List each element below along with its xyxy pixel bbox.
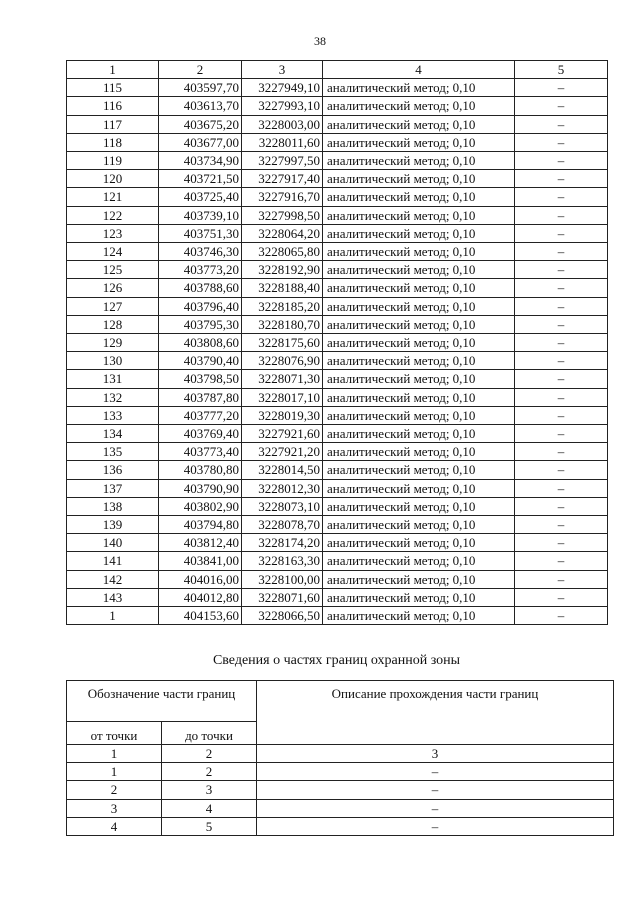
from-point: 1 [67, 763, 162, 781]
x-coordinate: 403777,20 [159, 406, 242, 424]
method-accuracy: аналитический метод; 0,10 [323, 588, 515, 606]
to-point: 4 [162, 799, 257, 817]
point-number: 140 [67, 534, 159, 552]
y-coordinate: 3227917,40 [242, 170, 323, 188]
y-coordinate: 3228017,10 [242, 388, 323, 406]
point-number: 132 [67, 388, 159, 406]
point-number: 127 [67, 297, 159, 315]
x-coordinate: 403597,70 [159, 79, 242, 97]
y-coordinate: 3228064,20 [242, 224, 323, 242]
x-coordinate: 403790,40 [159, 352, 242, 370]
note: – [515, 188, 608, 206]
y-coordinate: 3228003,00 [242, 115, 323, 133]
method-accuracy: аналитический метод; 0,10 [323, 352, 515, 370]
y-coordinate: 3228175,60 [242, 334, 323, 352]
boundary-description: – [257, 799, 614, 817]
point-number: 118 [67, 133, 159, 151]
y-coordinate: 3228076,90 [242, 352, 323, 370]
method-accuracy: аналитический метод; 0,10 [323, 388, 515, 406]
table-row [67, 261, 608, 279]
y-coordinate: 3228185,20 [242, 297, 323, 315]
y-coordinate: 3228012,30 [242, 479, 323, 497]
note: – [515, 79, 608, 97]
method-accuracy: аналитический метод; 0,10 [323, 188, 515, 206]
note: – [515, 297, 608, 315]
note: – [515, 370, 608, 388]
y-coordinate: 3227949,10 [242, 79, 323, 97]
note: – [515, 534, 608, 552]
point-number: 121 [67, 188, 159, 206]
y-coordinate: 3228192,90 [242, 261, 323, 279]
x-coordinate: 403721,50 [159, 170, 242, 188]
table-row [67, 443, 608, 461]
method-accuracy: аналитический метод; 0,10 [323, 607, 515, 625]
x-coordinate: 403746,30 [159, 243, 242, 261]
table-row [67, 224, 608, 242]
note: – [515, 243, 608, 261]
method-accuracy: аналитический метод; 0,10 [323, 115, 515, 133]
header-col-5: 5 [515, 61, 608, 79]
boundary-parts-table [66, 680, 614, 836]
x-coordinate: 403613,70 [159, 97, 242, 115]
table-row [67, 406, 608, 424]
table-row [67, 516, 608, 534]
note: – [515, 279, 608, 297]
method-accuracy: аналитический метод; 0,10 [323, 170, 515, 188]
x-coordinate: 403739,10 [159, 206, 242, 224]
to-point: 5 [162, 817, 257, 835]
table-row [67, 763, 614, 781]
note: – [515, 261, 608, 279]
point-number: 139 [67, 516, 159, 534]
note: – [515, 97, 608, 115]
table-row [67, 352, 608, 370]
method-accuracy: аналитический метод; 0,10 [323, 152, 515, 170]
x-coordinate: 403798,50 [159, 370, 242, 388]
table-row [67, 370, 608, 388]
table-row [67, 297, 608, 315]
header-col-1: 1 [67, 61, 159, 79]
x-coordinate: 403790,90 [159, 479, 242, 497]
method-accuracy: аналитический метод; 0,10 [323, 334, 515, 352]
note: – [515, 206, 608, 224]
point-number: 125 [67, 261, 159, 279]
header-boundary-description: Описание прохождения части границ [257, 681, 614, 745]
header-to-point: до точки [162, 722, 257, 745]
point-number: 133 [67, 406, 159, 424]
x-coordinate: 403773,40 [159, 443, 242, 461]
header-col-3: 3 [242, 61, 323, 79]
point-number: 124 [67, 243, 159, 261]
x-coordinate: 403787,80 [159, 388, 242, 406]
table-row [67, 279, 608, 297]
coordinates-table [66, 60, 608, 625]
point-number: 126 [67, 279, 159, 297]
method-accuracy: аналитический метод; 0,10 [323, 570, 515, 588]
note: – [515, 607, 608, 625]
method-accuracy: аналитический метод; 0,10 [323, 534, 515, 552]
table-row [67, 170, 608, 188]
point-number: 137 [67, 479, 159, 497]
x-coordinate: 403780,80 [159, 461, 242, 479]
note: – [515, 479, 608, 497]
method-accuracy: аналитический метод; 0,10 [323, 97, 515, 115]
note: – [515, 115, 608, 133]
point-number: 1 [67, 607, 159, 625]
point-number: 130 [67, 352, 159, 370]
table-row [67, 425, 608, 443]
x-coordinate: 403796,40 [159, 297, 242, 315]
y-coordinate: 3228078,70 [242, 516, 323, 534]
note: – [515, 516, 608, 534]
y-coordinate: 3228019,30 [242, 406, 323, 424]
method-accuracy: аналитический метод; 0,10 [323, 206, 515, 224]
y-coordinate: 3228073,10 [242, 497, 323, 515]
column-number: 1 [67, 745, 162, 763]
method-accuracy: аналитический метод; 0,10 [323, 133, 515, 151]
table-row [67, 79, 608, 97]
method-accuracy: аналитический метод; 0,10 [323, 516, 515, 534]
x-coordinate: 403675,20 [159, 115, 242, 133]
note: – [515, 425, 608, 443]
point-number: 120 [67, 170, 159, 188]
point-number: 135 [67, 443, 159, 461]
method-accuracy: аналитический метод; 0,10 [323, 224, 515, 242]
parts-number-row [67, 745, 614, 763]
to-point: 3 [162, 781, 257, 799]
x-coordinate: 403725,40 [159, 188, 242, 206]
note: – [515, 570, 608, 588]
x-coordinate: 403841,00 [159, 552, 242, 570]
x-coordinate: 403812,40 [159, 534, 242, 552]
y-coordinate: 3228174,20 [242, 534, 323, 552]
header-col-4: 4 [323, 61, 515, 79]
table-row [67, 115, 608, 133]
point-number: 138 [67, 497, 159, 515]
method-accuracy: аналитический метод; 0,10 [323, 406, 515, 424]
table-row [67, 133, 608, 151]
method-accuracy: аналитический метод; 0,10 [323, 261, 515, 279]
table-row [67, 479, 608, 497]
x-coordinate: 403794,80 [159, 516, 242, 534]
from-point: 4 [67, 817, 162, 835]
page-number: 38 [314, 34, 326, 48]
table-row [67, 152, 608, 170]
table-row [67, 388, 608, 406]
note: – [515, 133, 608, 151]
method-accuracy: аналитический метод; 0,10 [323, 497, 515, 515]
x-coordinate: 404012,80 [159, 588, 242, 606]
from-point: 3 [67, 799, 162, 817]
point-number: 119 [67, 152, 159, 170]
note: – [515, 352, 608, 370]
column-number: 3 [257, 745, 614, 763]
table-row [67, 334, 608, 352]
x-coordinate: 404153,60 [159, 607, 242, 625]
table-row [67, 497, 608, 515]
boundary-description: – [257, 781, 614, 799]
method-accuracy: аналитический метод; 0,10 [323, 243, 515, 261]
x-coordinate: 403795,30 [159, 315, 242, 333]
note: – [515, 552, 608, 570]
method-accuracy: аналитический метод; 0,10 [323, 552, 515, 570]
method-accuracy: аналитический метод; 0,10 [323, 425, 515, 443]
method-accuracy: аналитический метод; 0,10 [323, 297, 515, 315]
from-point: 2 [67, 781, 162, 799]
point-number: 115 [67, 79, 159, 97]
note: – [515, 388, 608, 406]
parts-header-row [67, 681, 614, 722]
point-number: 142 [67, 570, 159, 588]
table-row [67, 188, 608, 206]
point-number: 141 [67, 552, 159, 570]
method-accuracy: аналитический метод; 0,10 [323, 279, 515, 297]
table-row [67, 461, 608, 479]
table-row [67, 552, 608, 570]
header-col-2: 2 [159, 61, 242, 79]
column-number: 2 [162, 745, 257, 763]
y-coordinate: 3227916,70 [242, 188, 323, 206]
y-coordinate: 3228071,30 [242, 370, 323, 388]
y-coordinate: 3227993,10 [242, 97, 323, 115]
table-row [67, 243, 608, 261]
note: – [515, 406, 608, 424]
x-coordinate: 403802,90 [159, 497, 242, 515]
point-number: 134 [67, 425, 159, 443]
header-boundary-designation: Обозначение части границ [67, 681, 257, 722]
note: – [515, 588, 608, 606]
y-coordinate: 3227921,60 [242, 425, 323, 443]
y-coordinate: 3228066,50 [242, 607, 323, 625]
to-point: 2 [162, 763, 257, 781]
coords-header-row [67, 61, 608, 79]
y-coordinate: 3228163,30 [242, 552, 323, 570]
x-coordinate: 403808,60 [159, 334, 242, 352]
method-accuracy: аналитический метод; 0,10 [323, 79, 515, 97]
point-number: 117 [67, 115, 159, 133]
y-coordinate: 3228100,00 [242, 570, 323, 588]
table-row [67, 588, 608, 606]
boundary-description: – [257, 817, 614, 835]
point-number: 136 [67, 461, 159, 479]
table-row [67, 799, 614, 817]
point-number: 122 [67, 206, 159, 224]
point-number: 128 [67, 315, 159, 333]
note: – [515, 170, 608, 188]
header-from-point: от точки [67, 722, 162, 745]
table-row [67, 781, 614, 799]
y-coordinate: 3227998,50 [242, 206, 323, 224]
x-coordinate: 403769,40 [159, 425, 242, 443]
table-row [67, 206, 608, 224]
x-coordinate: 403734,90 [159, 152, 242, 170]
table-row [67, 97, 608, 115]
y-coordinate: 3228065,80 [242, 243, 323, 261]
y-coordinate: 3228180,70 [242, 315, 323, 333]
table-row [67, 817, 614, 835]
y-coordinate: 3227997,50 [242, 152, 323, 170]
method-accuracy: аналитический метод; 0,10 [323, 443, 515, 461]
x-coordinate: 403788,60 [159, 279, 242, 297]
note: – [515, 152, 608, 170]
y-coordinate: 3227921,20 [242, 443, 323, 461]
x-coordinate: 403751,30 [159, 224, 242, 242]
table-row [67, 607, 608, 625]
y-coordinate: 3228011,60 [242, 133, 323, 151]
boundary-description: – [257, 763, 614, 781]
method-accuracy: аналитический метод; 0,10 [323, 315, 515, 333]
method-accuracy: аналитический метод; 0,10 [323, 461, 515, 479]
x-coordinate: 403677,00 [159, 133, 242, 151]
y-coordinate: 3228014,50 [242, 461, 323, 479]
y-coordinate: 3228071,60 [242, 588, 323, 606]
point-number: 123 [67, 224, 159, 242]
point-number: 143 [67, 588, 159, 606]
point-number: 131 [67, 370, 159, 388]
table-row [67, 570, 608, 588]
method-accuracy: аналитический метод; 0,10 [323, 479, 515, 497]
method-accuracy: аналитический метод; 0,10 [323, 370, 515, 388]
note: – [515, 224, 608, 242]
y-coordinate: 3228188,40 [242, 279, 323, 297]
note: – [515, 334, 608, 352]
note: – [515, 443, 608, 461]
note: – [515, 497, 608, 515]
note: – [515, 461, 608, 479]
note: – [515, 315, 608, 333]
table-row [67, 315, 608, 333]
x-coordinate: 403773,20 [159, 261, 242, 279]
point-number: 129 [67, 334, 159, 352]
x-coordinate: 404016,00 [159, 570, 242, 588]
parts-caption: Сведения о частях границ охранной зоны [212, 653, 461, 668]
point-number: 116 [67, 97, 159, 115]
table-row [67, 534, 608, 552]
